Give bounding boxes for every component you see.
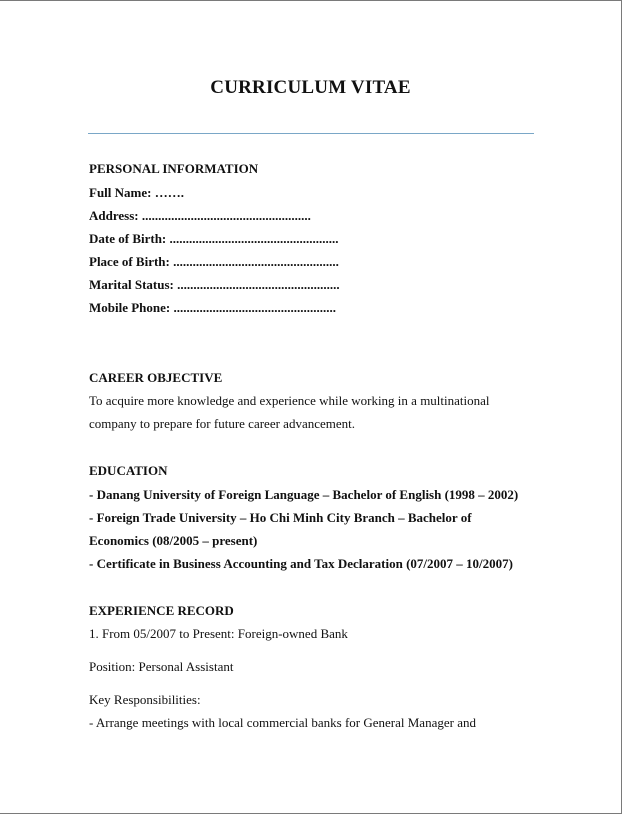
responsibility-item: - Arrange meetings with local commercial banks for General Manager and <box>89 715 476 730</box>
experience-position: Position: Personal Assistant <box>89 659 234 674</box>
education-item: - Foreign Trade University – Ho Chi Minh City Branch – Bachelor of <box>89 510 472 525</box>
education-item: - Danang University of Foreign Language – Bachelor of English (1998 – 2002) <box>89 487 519 502</box>
career-objective-line: To acquire more knowledge and experience while working in a multinational <box>89 393 490 408</box>
career-objective-heading: CAREER OBJECTIVE <box>89 370 223 385</box>
education-heading: EDUCATION <box>89 463 168 478</box>
document-title: CURRICULUM VITAE <box>210 77 411 98</box>
personal-information-heading: PERSONAL INFORMATION <box>89 161 259 176</box>
field-address: Address: .................................................... <box>89 208 311 223</box>
title-divider <box>88 133 534 134</box>
education-item: - Certificate in Business Accounting and Tax Declaration (07/2007 – 10/2007) <box>89 556 513 571</box>
education-item-continuation: Economics (08/2005 – present) <box>89 533 258 548</box>
career-objective-line: company to prepare for future career advancement. <box>89 416 355 431</box>
field-mobile-phone: Mobile Phone: .................................................. <box>89 300 336 315</box>
responsibilities-label: Key Responsibilities: <box>89 692 201 707</box>
experience-record-heading: EXPERIENCE RECORD <box>89 603 234 618</box>
field-place-of-birth: Place of Birth: ................................................... <box>89 254 339 269</box>
field-date-of-birth: Date of Birth: .................................................... <box>89 231 339 246</box>
experience-entry: 1. From 05/2007 to Present: Foreign-owned Bank <box>89 626 348 641</box>
field-marital-status: Marital Status: .................................................. <box>89 277 340 292</box>
field-full-name: Full Name: ……. <box>89 185 184 200</box>
